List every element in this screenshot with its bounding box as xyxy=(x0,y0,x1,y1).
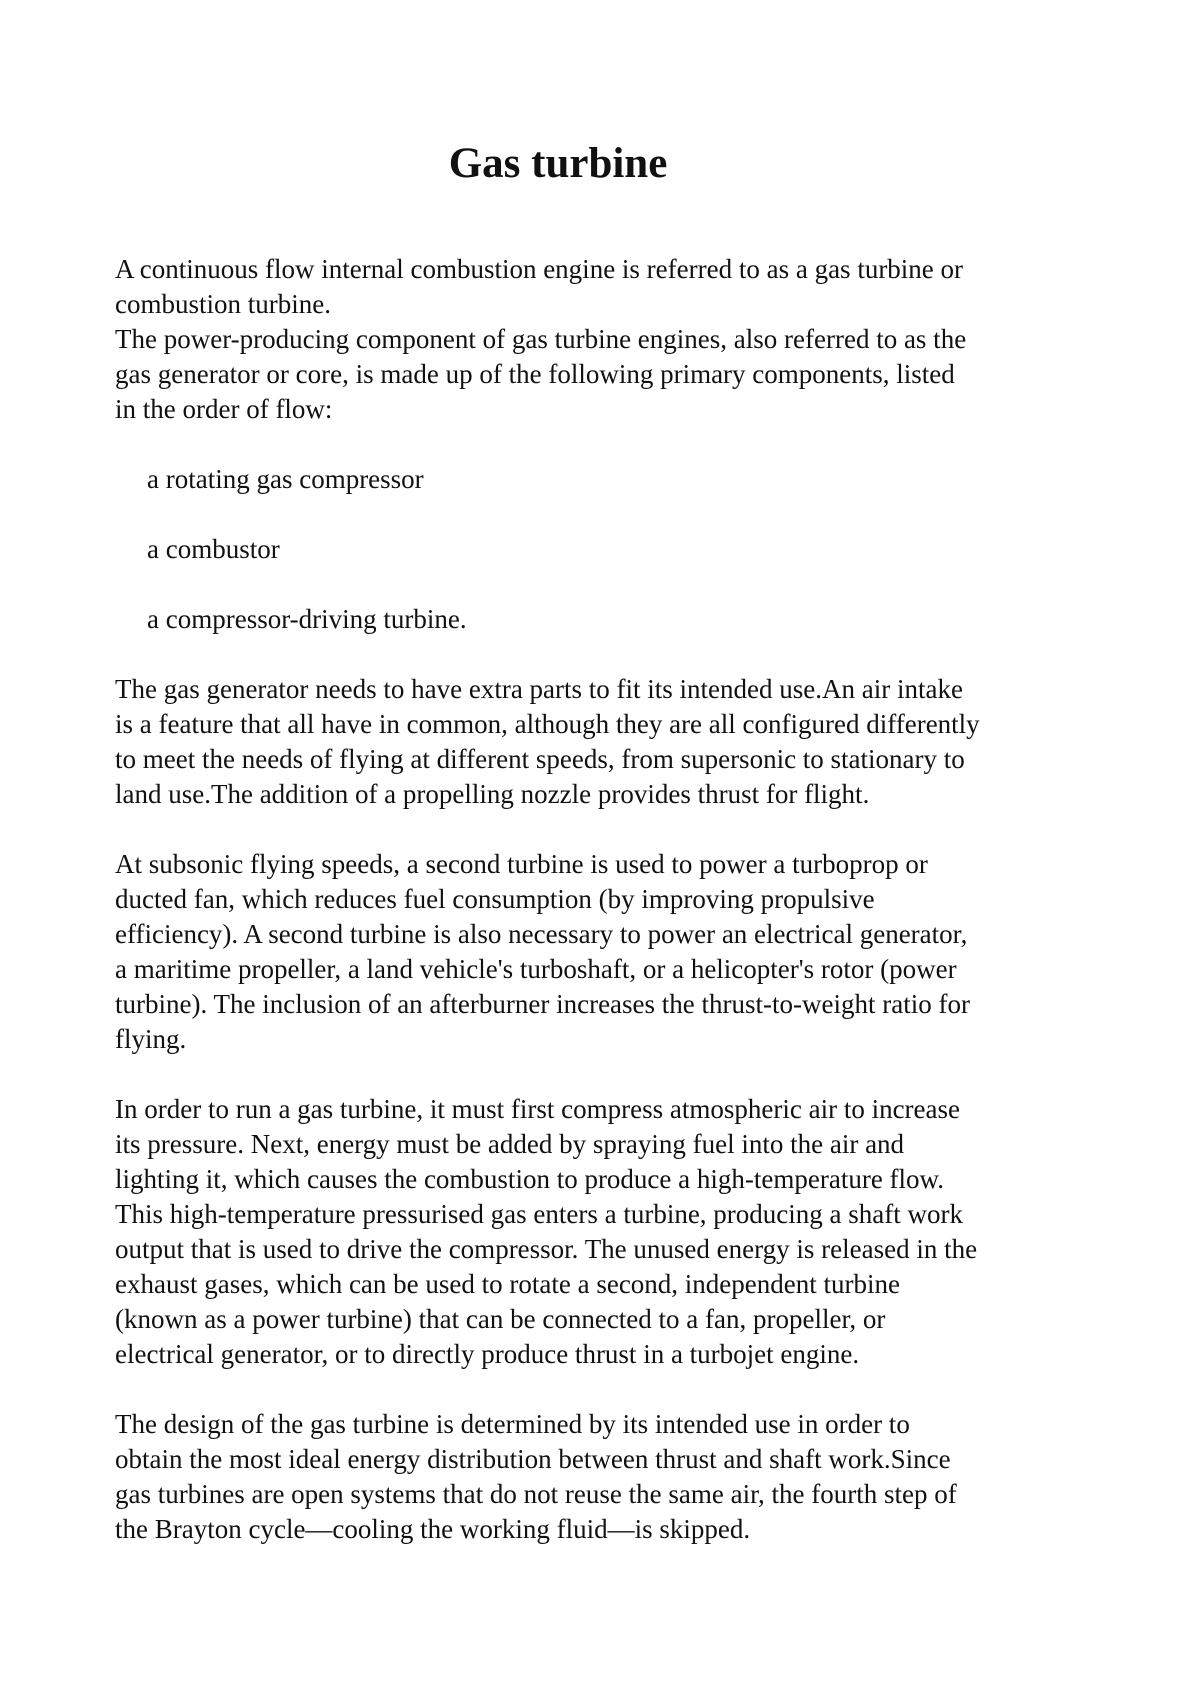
list-item: a rotating gas compressor xyxy=(147,464,424,494)
document-body xyxy=(115,252,1105,1547)
paragraph-operation xyxy=(115,1092,1105,1372)
text-line: At subsonic flying speeds, a second turbine is used to power a turboprop or xyxy=(115,849,928,879)
text-line: a maritime propeller, a land vehicle's turboshaft, or a helicopter's rotor (power xyxy=(115,954,957,984)
list-item: a combustor xyxy=(147,534,280,564)
text-line: The gas generator needs to have extra parts to fit its intended use.An air intake xyxy=(115,674,963,704)
list-item: a compressor-driving turbine. xyxy=(147,604,467,634)
text-line: The power-producing component of gas turbine engines, also referred to as the xyxy=(115,324,967,354)
text-line: turbine). The inclusion of an afterburner increases the thrust-to-weight ratio for xyxy=(115,989,970,1019)
text-line: flying. xyxy=(115,1024,187,1054)
paragraph-spacer xyxy=(115,427,1105,462)
text-line: lighting it, which causes the combustion to produce a high-temperature flow. xyxy=(115,1164,945,1194)
paragraph-extra-parts xyxy=(115,672,1105,812)
text-line: The design of the gas turbine is determined by its intended use in order to xyxy=(115,1409,910,1439)
text-line: its pressure. Next, energy must be added by spraying fuel into the air and xyxy=(115,1129,905,1159)
paragraph-subsonic xyxy=(115,847,1105,1057)
text-line: (known as a power turbine) that can be connected to a fan, propeller, or xyxy=(115,1304,886,1334)
text-line: efficiency). A second turbine is also necessary to power an electrical generator, xyxy=(115,919,968,949)
text-line: output that is used to drive the compressor. The unused energy is released in the xyxy=(115,1234,978,1264)
text-line: the Brayton cycle—cooling the working fluid—is skipped. xyxy=(115,1514,751,1544)
paragraph-design xyxy=(115,1407,1105,1547)
text-line: obtain the most ideal energy distribution between thrust and shaft work.Since xyxy=(115,1444,951,1474)
page-title: Gas turbine xyxy=(448,140,668,187)
text-line: A continuous flow internal combustion engine is referred to as a gas turbine or xyxy=(115,254,964,284)
text-line: in the order of flow: xyxy=(115,394,333,424)
paragraph-spacer xyxy=(115,812,1105,847)
text-line: electrical generator, or to directly produce thrust in a turbojet engine. xyxy=(115,1339,860,1369)
text-line: gas turbines are open systems that do not reuse the same air, the fourth step of xyxy=(115,1479,957,1509)
components-list xyxy=(115,462,1105,637)
paragraph-spacer xyxy=(115,1372,1105,1407)
text-line: In order to run a gas turbine, it must first compress atmospheric air to increase xyxy=(115,1094,961,1124)
text-line: to meet the needs of flying at different speeds, from supersonic to stationary to xyxy=(115,744,965,774)
intro-paragraph xyxy=(115,252,1105,427)
text-line: gas generator or core, is made up of the following primary components, listed xyxy=(115,359,955,389)
text-line: ducted fan, which reduces fuel consumption (by improving propulsive xyxy=(115,884,875,914)
text-line: exhaust gases, which can be used to rotate a second, independent turbine xyxy=(115,1269,900,1299)
text-line: This high-temperature pressurised gas enters a turbine, producing a shaft work xyxy=(115,1199,963,1229)
text-line: is a feature that all have in common, although they are all configured differently xyxy=(115,709,980,739)
paragraph-spacer xyxy=(115,1057,1105,1092)
text-line: land use.The addition of a propelling nozzle provides thrust for flight. xyxy=(115,779,870,809)
text-line: combustion turbine. xyxy=(115,289,331,319)
